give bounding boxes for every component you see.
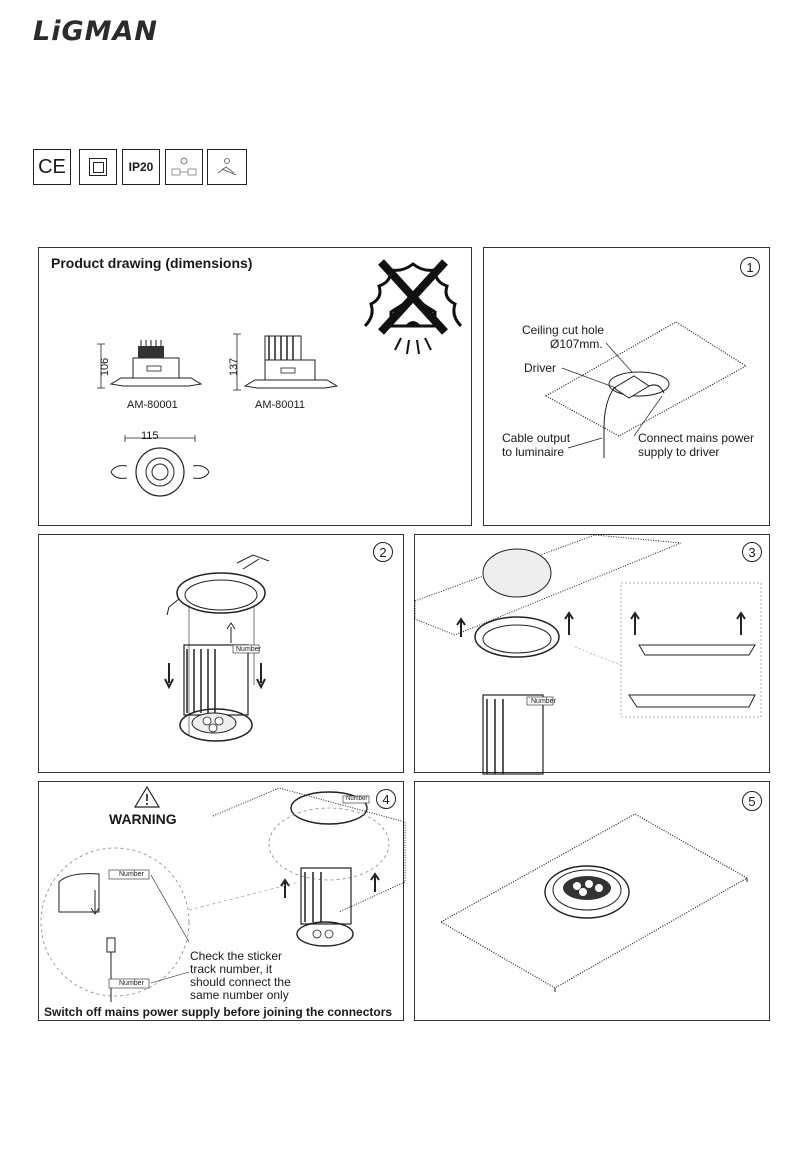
height-label-80011: 137 [228,357,241,377]
driver-symbol-icon [165,149,203,185]
cable-output-label-1: Cable output [502,431,571,445]
warning-title: WARNING [109,811,177,827]
driver-label: Driver [524,361,556,375]
step-number: 2 [373,542,393,562]
step-1-panel [483,247,770,526]
sticker-label: Number [531,698,556,705]
check-line-3: should connect the [190,975,291,989]
model-code-80011: AM-80011 [255,399,305,411]
sticker-label: Number [236,646,261,653]
step-3-panel [414,534,770,773]
am-80011-side-drawing [229,328,339,398]
no-cover-insulation-icon [361,254,465,362]
finished-installation-drawing [415,782,771,1022]
step-4-panel [38,781,404,1021]
panel-title: Product drawing (dimensions) [51,255,253,271]
step-number: 1 [740,257,760,277]
brand-logo: LiGMAN [33,16,158,47]
ceiling-insert-drawing [415,535,771,774]
ip-rating: IP20 [122,149,160,185]
product-drawing-panel [38,247,472,526]
width-label: 115 [141,430,159,442]
ceiling-driver-drawing [484,248,771,527]
safety-footer: Switch off mains power supply before joining the connectors [44,1005,393,1019]
wiring-icon [207,149,247,185]
top-view-drawing [105,434,215,494]
step-number: 5 [742,791,762,811]
sticker-label-lower: Number [119,980,144,987]
step-number: 3 [742,542,762,562]
ceiling-cut-label: Ceiling cut hole [522,323,605,337]
step-5-panel [414,781,770,1021]
connect-label-1: Connect mains power [638,431,755,445]
sticker-label-upper: Number [119,871,144,878]
diameter-label: Ø107mm. [550,337,603,351]
check-line-2: track number, it [190,962,273,976]
cable-output-label-2: to luminaire [502,445,565,459]
insert-module-drawing [39,535,405,774]
check-line-4: same number only [190,988,289,1002]
check-line-1: Check the sticker [190,949,283,963]
step-2-panel [38,534,404,773]
ce-mark: CE [33,149,71,185]
connect-label-2: supply to driver [638,445,720,459]
height-label-80001: 106 [99,357,112,377]
model-code-80001: AM-80001 [127,399,178,411]
sticker-label-top: Number [346,796,368,802]
class-ii-icon [79,149,117,185]
step-number: 4 [376,789,396,809]
